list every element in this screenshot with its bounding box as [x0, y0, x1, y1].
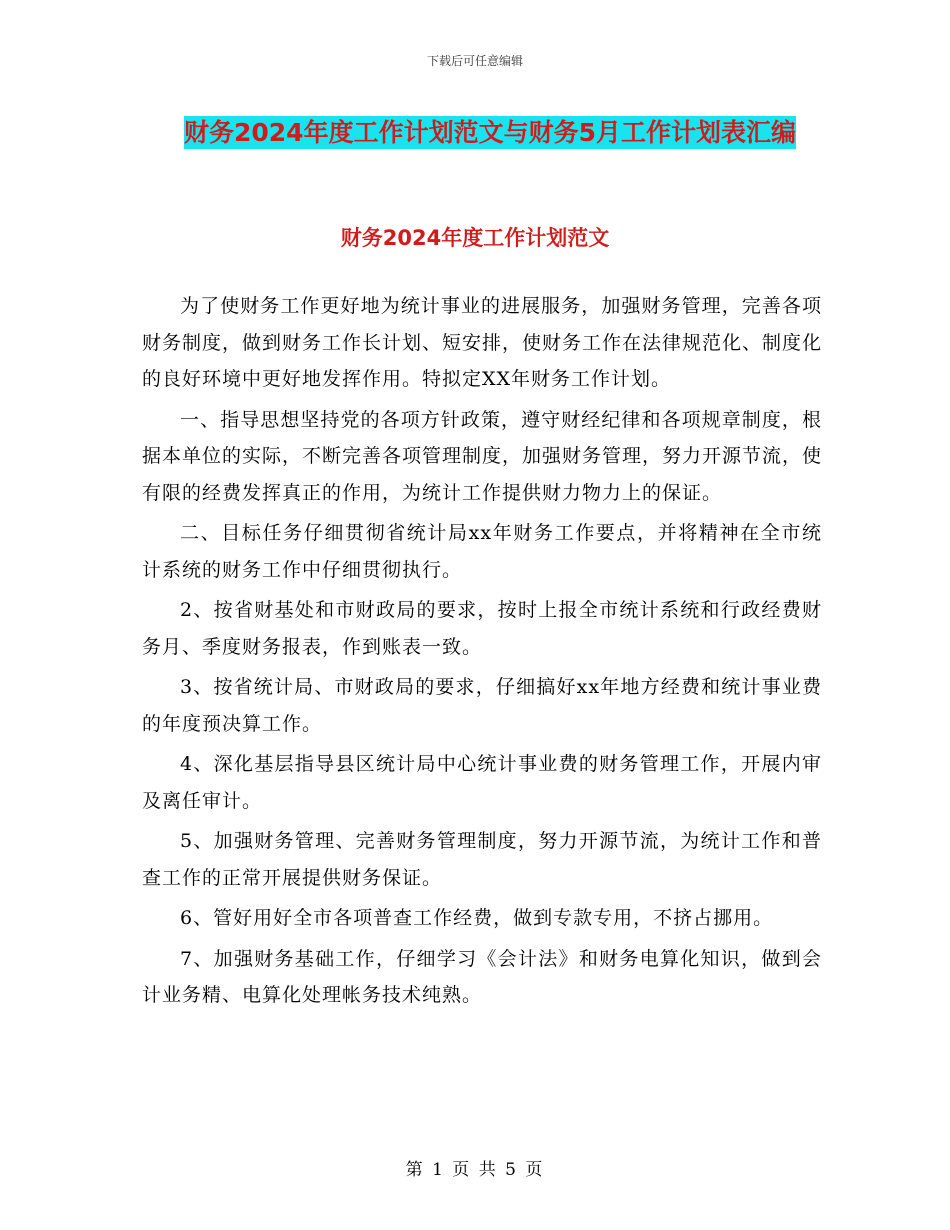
paragraph: 4、深化基层指导县区统计局中心统计事业费的财务管理工作，开展内审及离任审计。: [142, 753, 822, 812]
document-title-text: 财务2024年度工作计划范文与财务5月工作计划表汇编: [184, 118, 796, 147]
paragraph: 二、目标任务仔细贯彻省统计局xx年财务工作要点，并将精神在全市统计系统的财务工作中仔细贯彻执行。: [142, 522, 822, 581]
paragraph: 5、加强财务管理、完善财务管理制度，努力开源节流，为统计工作和普查工作的正常开展提供财务保证。: [142, 830, 822, 889]
document-body: [142, 288, 822, 1018]
section-title: 财务2024年度工作计划范文: [340, 226, 610, 250]
header-note: 下载后可任意编辑: [426, 54, 523, 68]
page-number: 第 1 页 共 5 页: [405, 1160, 545, 1180]
paragraph: 6、管好用好全市各项普查工作经费，做到专款专用，不挤占挪用。: [180, 907, 774, 929]
paragraph: 2、按省财基处和市财政局的要求，按时上报全市统计系统和行政经费财务月、季度财务报表，作到账表一致。: [142, 599, 822, 658]
paragraph: 3、按省统计局、市财政局的要求，仔细搞好xx年地方经费和统计事业费的年度预决算工作。: [142, 676, 822, 735]
document-title: [150, 110, 830, 155]
paragraph: 7、加强财务基础工作，仔细学习《会计法》和财务电算化知识，做到会计业务精、电算化处理帐务技术纯熟。: [142, 947, 822, 1006]
paragraph: 为了使财务工作更好地为统计事业的进展服务，加强财务管理，完善各项财务制度，做到财务工作长计划、短安排，使财务工作在法律规范化、制度化的良好环境中更好地发挥作用。特拟定XX年财务工作计划。: [142, 295, 823, 390]
paragraph: 一、指导思想坚持党的各项方针政策，遵守财经纪律和各项规章制度，根据本单位的实际，不断完善各项管理制度，加强财务管理，努力开源节流，使有限的经费发挥真正的作用，为统计工作提供财力物力上的保证。: [142, 408, 823, 504]
